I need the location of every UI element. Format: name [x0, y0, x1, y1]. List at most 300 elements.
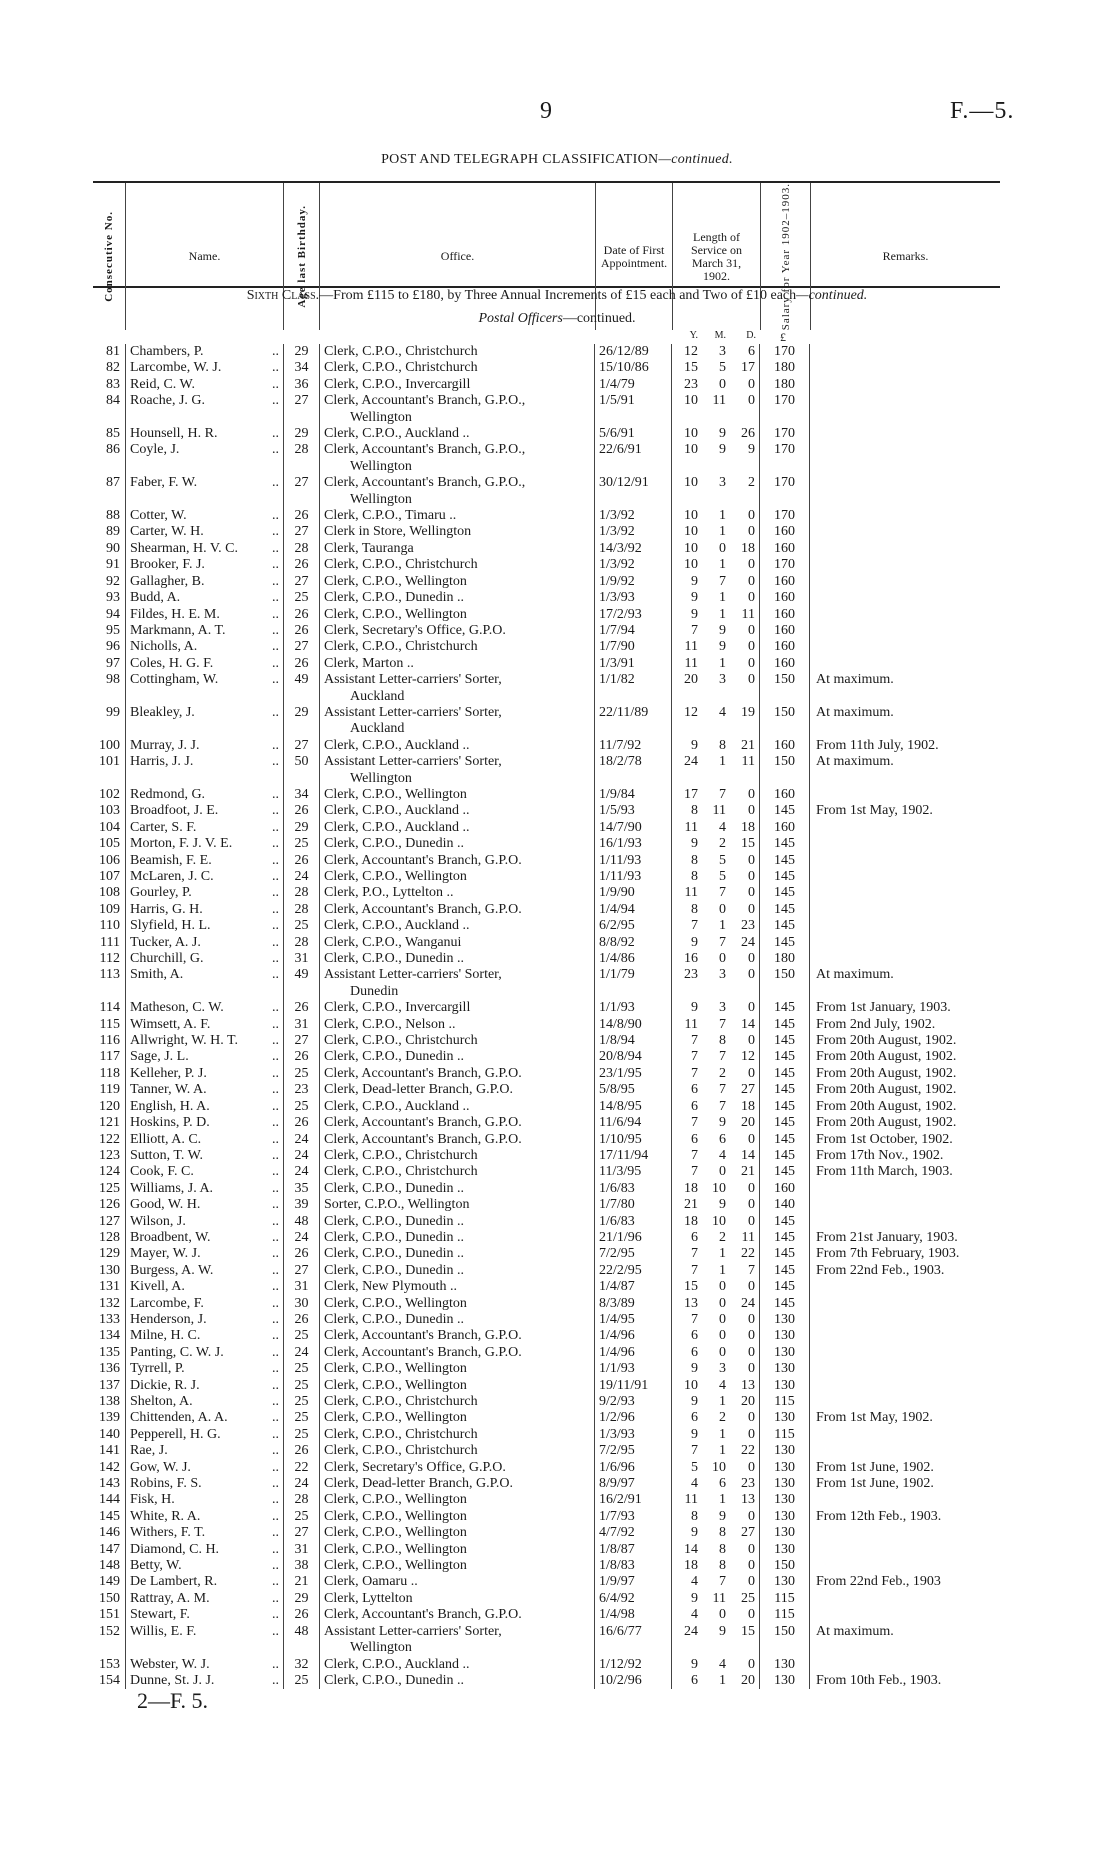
table-row [93, 377, 1000, 393]
table-row [93, 885, 1000, 901]
leader-dots: .. [272, 901, 279, 917]
row-age: 26 [283, 1115, 319, 1131]
row-months: 7 [719, 1016, 726, 1032]
row-days: 11 [730, 1230, 760, 1246]
row-number: 121 [99, 1115, 120, 1131]
row-days: 19 [730, 705, 760, 738]
row-date: 1/4/87 [595, 1279, 672, 1295]
row-salary: 130 [760, 1574, 810, 1590]
row-age: 26 [283, 803, 319, 819]
row-name [125, 836, 283, 852]
row-days: 0 [730, 902, 760, 918]
leader-dots: .. [272, 1377, 279, 1393]
leader-dots: .. [272, 1426, 279, 1442]
name-text: Budd, A. [130, 590, 181, 606]
row-office [319, 1558, 595, 1574]
name-text: Betty, W. [130, 1558, 182, 1574]
leader-dots: .. [272, 1147, 279, 1163]
row-remarks [810, 1443, 1000, 1459]
row-number: 116 [99, 1033, 120, 1049]
row-salary: 130 [760, 1361, 810, 1377]
row-number: 144 [99, 1492, 120, 1508]
row-salary: 150 [760, 1624, 810, 1657]
row-salary: 145 [760, 853, 810, 869]
row-name [125, 639, 283, 655]
office-continuation: Auckland [350, 721, 405, 737]
row-office [319, 836, 595, 852]
row-number: 89 [106, 524, 120, 540]
row-salary: 130 [760, 1542, 810, 1558]
table-row [93, 1017, 1000, 1033]
name-text: Redmond, G. [130, 786, 206, 802]
row-name [125, 1525, 283, 1541]
office-text: Clerk, Lyttelton [324, 1590, 413, 1606]
office-text: Clerk, Accountant's Branch, G.P.O. [324, 852, 522, 868]
name-text: Sage, J. L. [130, 1049, 189, 1065]
class-label: Sixth Class. [246, 288, 320, 303]
table-row [93, 1542, 1000, 1558]
row-remarks [810, 885, 1000, 901]
row-name [125, 1164, 283, 1180]
office-text: Clerk, C.P.O., Wellington [324, 869, 467, 884]
leader-dots: .. [272, 1492, 279, 1508]
row-years: 21 [684, 1197, 698, 1213]
row-months: 0 [719, 1328, 726, 1344]
row-number: 148 [99, 1558, 120, 1574]
row-name [125, 1000, 283, 1016]
name-text: Fildes, H. E. M. [130, 606, 220, 622]
row-remarks [810, 524, 1000, 540]
row-name [125, 754, 283, 787]
row-months: 1 [719, 1262, 726, 1278]
office-text: Clerk, Accountant's Branch, G.P.O. [324, 1131, 522, 1147]
row-office [319, 639, 595, 655]
row-office [319, 918, 595, 934]
leader-dots: .. [272, 1672, 279, 1688]
row-date: 11/7/92 [595, 738, 672, 754]
table-row [93, 902, 1000, 918]
row-days: 0 [730, 377, 760, 393]
row-days: 11 [730, 607, 760, 623]
office-text: Clerk, C.P.O., Wellington [324, 1541, 467, 1557]
row-name [125, 1312, 283, 1328]
name-text: Webster, W. J. [130, 1656, 210, 1672]
office-text: Clerk, C.P.O., Christchurch [324, 1394, 478, 1409]
row-years: 20 [684, 672, 698, 688]
row-years: 7 [691, 1311, 698, 1327]
row-months: 7 [719, 885, 726, 901]
row-office [319, 557, 595, 573]
leader-dots: .. [272, 1279, 279, 1295]
office-text: Clerk, C.P.O., Invercargill [324, 376, 471, 392]
row-number: 131 [99, 1279, 120, 1295]
row-age: 25 [283, 1066, 319, 1082]
office-continuation: Wellington [350, 491, 412, 507]
row-days: 6 [730, 344, 760, 360]
table-row [93, 1066, 1000, 1082]
row-salary: 140 [760, 1197, 810, 1213]
row-months: 0 [719, 1164, 726, 1180]
row-office [319, 869, 595, 885]
row-name [125, 1345, 283, 1361]
row-date: 1/12/92 [595, 1657, 672, 1673]
row-office [319, 1132, 595, 1148]
leader-dots: .. [272, 803, 279, 819]
office-text: Assistant Letter-carriers' Sorter, [324, 754, 502, 770]
leader-dots: .. [272, 426, 279, 442]
office-text: Clerk, C.P.O., Christchurch [324, 1443, 478, 1459]
row-days: 0 [730, 1279, 760, 1295]
row-remarks [810, 656, 1000, 672]
leader-dots: .. [272, 1476, 279, 1492]
row-date: 14/3/92 [595, 541, 672, 557]
row-years: 18 [684, 1180, 698, 1196]
office-text: Clerk, New Plymouth .. [324, 1279, 457, 1295]
row-days: 7 [730, 1263, 760, 1279]
row-months: 1 [719, 1394, 726, 1409]
name-text: Burgess, A. W. [130, 1262, 214, 1278]
name-text: Tanner, W. A. [130, 1082, 207, 1098]
row-date: 1/11/93 [595, 869, 672, 885]
row-days: 2 [730, 475, 760, 508]
table-row [93, 787, 1000, 803]
row-date: 1/4/86 [595, 951, 672, 967]
row-days: 0 [730, 1657, 760, 1673]
row-years: 12 [684, 704, 698, 720]
row-name [125, 557, 283, 573]
row-days: 0 [730, 524, 760, 540]
row-years: 23 [684, 376, 698, 392]
leader-dots: .. [272, 1656, 279, 1672]
table-row [93, 803, 1000, 819]
row-age: 26 [283, 1049, 319, 1065]
row-months: 4 [719, 1656, 726, 1672]
name-text: Henderson, J. [130, 1311, 207, 1327]
row-number: 112 [99, 951, 120, 967]
row-days: 0 [730, 1312, 760, 1328]
name-text: Willis, E. F. [130, 1623, 197, 1639]
row-months: 3 [719, 1361, 726, 1377]
header-length [672, 183, 760, 330]
row-salary: 170 [760, 426, 810, 442]
header-name-label: Name. [188, 249, 221, 264]
row-age: 28 [283, 885, 319, 901]
row-salary: 130 [760, 1492, 810, 1508]
row-salary: 145 [760, 1033, 810, 1049]
row-months: 11 [712, 803, 726, 819]
row-name [125, 951, 283, 967]
leader-dots: .. [272, 1394, 279, 1409]
office-text: Assistant Letter-carriers' Sorter, [324, 672, 502, 688]
row-salary: 145 [760, 803, 810, 819]
row-office [319, 820, 595, 836]
row-days: 21 [730, 738, 760, 754]
row-number: 90 [106, 540, 120, 556]
row-months: 8 [719, 737, 726, 753]
leader-dots: .. [272, 442, 279, 458]
name-text: Matheson, C. W. [130, 1000, 224, 1016]
name-text: Beamish, F. E. [130, 852, 212, 868]
row-date: 1/2/96 [595, 1410, 672, 1426]
row-age: 28 [283, 442, 319, 475]
row-age: 25 [283, 1361, 319, 1377]
row-remarks [810, 935, 1000, 951]
table-row [93, 1115, 1000, 1131]
row-months: 9 [719, 639, 726, 655]
row-days: 0 [730, 853, 760, 869]
row-salary: 160 [760, 541, 810, 557]
row-date: 30/12/91 [595, 475, 672, 508]
row-days: 0 [730, 869, 760, 885]
row-years: 8 [691, 803, 698, 819]
row-salary: 160 [760, 607, 810, 623]
name-text: Wimsett, A. F. [130, 1016, 211, 1032]
row-office [319, 1509, 595, 1525]
row-name [125, 426, 283, 442]
row-number: 135 [99, 1344, 120, 1360]
row-days: 27 [730, 1525, 760, 1541]
row-remarks [810, 508, 1000, 524]
row-months: 3 [719, 475, 726, 491]
row-months: 2 [719, 1410, 726, 1426]
row-number: 142 [99, 1459, 120, 1475]
row-salary: 160 [760, 656, 810, 672]
leader-dots: .. [272, 1574, 279, 1590]
row-days: 0 [730, 1214, 760, 1230]
row-months: 0 [719, 1279, 726, 1295]
row-days: 0 [730, 787, 760, 803]
name-text: Morton, F. J. V. E. [130, 836, 233, 852]
row-months: 1 [719, 1492, 726, 1508]
header-consecutive-label: Consecutive No. [103, 211, 115, 303]
row-years: 6 [691, 1344, 698, 1360]
leader-dots: .. [272, 1311, 279, 1327]
row-office [319, 1033, 595, 1049]
row-salary: 145 [760, 935, 810, 951]
leader-dots: .. [272, 1607, 279, 1623]
row-days: 20 [730, 1673, 760, 1689]
row-date: 14/8/90 [595, 1017, 672, 1033]
row-age: 27 [283, 574, 319, 590]
row-years: 4 [691, 1574, 698, 1590]
row-remarks [810, 1378, 1000, 1394]
row-office [319, 1000, 595, 1016]
leader-dots: .. [272, 524, 279, 540]
unit-months: M. [714, 330, 726, 341]
row-months: 0 [719, 1344, 726, 1360]
row-years: 7 [691, 1262, 698, 1278]
name-text: Gourley, P. [130, 885, 192, 901]
row-age: 28 [283, 902, 319, 918]
row-age: 32 [283, 1657, 319, 1673]
page-number: 9 [540, 98, 552, 124]
row-months: 9 [719, 1508, 726, 1524]
row-name [125, 1246, 283, 1262]
row-salary: 170 [760, 442, 810, 475]
table-row [93, 1525, 1000, 1541]
row-date: 15/10/86 [595, 360, 672, 376]
row-name [125, 918, 283, 934]
row-salary: 145 [760, 836, 810, 852]
row-age: 49 [283, 672, 319, 705]
office-continuation: Wellington [350, 409, 412, 425]
row-remarks: At maximum. [816, 1623, 894, 1639]
row-remarks [810, 607, 1000, 623]
office-text: Clerk, Accountant's Branch, G.P.O. [324, 1344, 522, 1360]
row-age: 27 [283, 738, 319, 754]
row-number: 110 [99, 918, 120, 934]
row-days: 24 [730, 935, 760, 951]
row-date: 1/6/96 [595, 1460, 672, 1476]
header-salary-label: Salary for Year 1902–1903. [779, 183, 792, 331]
row-age: 26 [283, 508, 319, 524]
row-name [125, 705, 283, 738]
row-age: 26 [283, 656, 319, 672]
table-row [93, 639, 1000, 655]
name-text: Fisk, H. [130, 1492, 175, 1508]
row-age: 24 [283, 1148, 319, 1164]
row-office [319, 1673, 595, 1689]
row-remarks: From 1st June, 1902. [816, 1459, 934, 1475]
row-name [125, 574, 283, 590]
row-name [125, 1460, 283, 1476]
table-row [93, 1312, 1000, 1328]
row-date: 1/9/84 [595, 787, 672, 803]
table-row [93, 1181, 1000, 1197]
row-name [125, 1476, 283, 1492]
row-age: 27 [283, 393, 319, 426]
row-name [125, 1197, 283, 1213]
row-date: 8/3/89 [595, 1296, 672, 1312]
row-name [125, 656, 283, 672]
row-months: 9 [719, 1115, 726, 1131]
row-remarks [810, 951, 1000, 967]
row-days: 0 [730, 1345, 760, 1361]
row-number: 126 [99, 1197, 120, 1213]
row-remarks [810, 541, 1000, 557]
row-office [319, 705, 595, 738]
leader-dots: .. [272, 786, 279, 802]
row-name [125, 393, 283, 426]
row-months: 10 [712, 1213, 726, 1229]
row-date: 1/5/93 [595, 803, 672, 819]
row-age: 29 [283, 1591, 319, 1607]
row-months: 8 [719, 1558, 726, 1574]
row-years: 24 [684, 1623, 698, 1639]
row-number: 152 [99, 1623, 120, 1639]
table-row [93, 754, 1000, 787]
row-months: 0 [719, 1311, 726, 1327]
row-salary: 145 [760, 1164, 810, 1180]
row-remarks [810, 902, 1000, 918]
office-text: Clerk, Accountant's Branch, G.P.O., [324, 393, 526, 409]
name-text: Churchill, G. [130, 951, 204, 967]
row-number: 143 [99, 1476, 120, 1492]
row-age: 28 [283, 935, 319, 951]
row-days: 11 [730, 754, 760, 787]
row-salary: 160 [760, 524, 810, 540]
row-date: 1/4/96 [595, 1328, 672, 1344]
row-remarks [810, 1312, 1000, 1328]
row-salary: 145 [760, 1099, 810, 1115]
row-office [319, 1049, 595, 1065]
row-number: 96 [106, 639, 120, 655]
row-days: 0 [730, 1033, 760, 1049]
name-text: Smith, A. [130, 967, 184, 983]
name-text: White, R. A. [130, 1508, 201, 1524]
row-remarks: At maximum. [816, 672, 894, 688]
row-date: 1/8/83 [595, 1558, 672, 1574]
row-date: 7/2/95 [595, 1246, 672, 1262]
row-date: 1/9/90 [595, 885, 672, 901]
leader-dots: .. [272, 951, 279, 967]
office-text: Clerk, C.P.O., Auckland .. [324, 1656, 470, 1672]
office-text: Clerk, Accountant's Branch, G.P.O. [324, 1328, 522, 1344]
row-date: 1/3/91 [595, 656, 672, 672]
row-age: 24 [283, 1345, 319, 1361]
row-age: 29 [283, 344, 319, 360]
row-number: 129 [99, 1246, 120, 1262]
row-number: 119 [99, 1082, 120, 1098]
row-months: 3 [719, 967, 726, 983]
name-text: Markmann, A. T. [130, 622, 226, 638]
row-remarks [810, 787, 1000, 803]
table-row [93, 1378, 1000, 1394]
row-age: 25 [283, 1509, 319, 1525]
table-row [93, 1673, 1000, 1689]
row-name [125, 1017, 283, 1033]
leader-dots: .. [272, 1180, 279, 1196]
row-salary: 160 [760, 623, 810, 639]
subheading [0, 311, 1114, 327]
row-name [125, 1082, 283, 1098]
row-office [319, 475, 595, 508]
row-salary: 145 [760, 1230, 810, 1246]
row-months: 1 [719, 606, 726, 622]
row-number: 120 [99, 1098, 120, 1114]
row-age: 26 [283, 607, 319, 623]
row-days: 0 [730, 1574, 760, 1590]
row-age: 27 [283, 475, 319, 508]
row-office [319, 1082, 595, 1098]
row-days: 12 [730, 1049, 760, 1065]
row-office [319, 1607, 595, 1623]
name-text: Dunne, St. J. J. [130, 1672, 215, 1688]
office-text: Clerk, Secretary's Office, G.P.O. [324, 1459, 506, 1475]
row-remarks [810, 442, 1000, 475]
row-name [125, 1657, 283, 1673]
row-years: 9 [691, 1525, 698, 1541]
row-date: 8/8/92 [595, 935, 672, 951]
row-years: 6 [691, 1328, 698, 1344]
name-text: Diamond, C. H. [130, 1541, 220, 1557]
row-years: 7 [691, 1049, 698, 1065]
row-days: 22 [730, 1246, 760, 1262]
row-name [125, 1607, 283, 1623]
row-days: 27 [730, 1082, 760, 1098]
row-remarks [810, 557, 1000, 573]
office-text: Clerk, C.P.O., Dunedin .. [324, 1672, 464, 1688]
row-salary: 170 [760, 475, 810, 508]
row-number: 154 [99, 1672, 120, 1688]
row-years: 16 [684, 951, 698, 967]
name-text: Panting, C. W. J. [130, 1344, 224, 1360]
office-text: Assistant Letter-carriers' Sorter, [324, 1623, 502, 1639]
row-name [125, 853, 283, 869]
row-date: 7/2/95 [595, 1443, 672, 1459]
name-text: Stewart, F. [130, 1607, 190, 1623]
office-text: Clerk, C.P.O., Christchurch [324, 1164, 478, 1180]
